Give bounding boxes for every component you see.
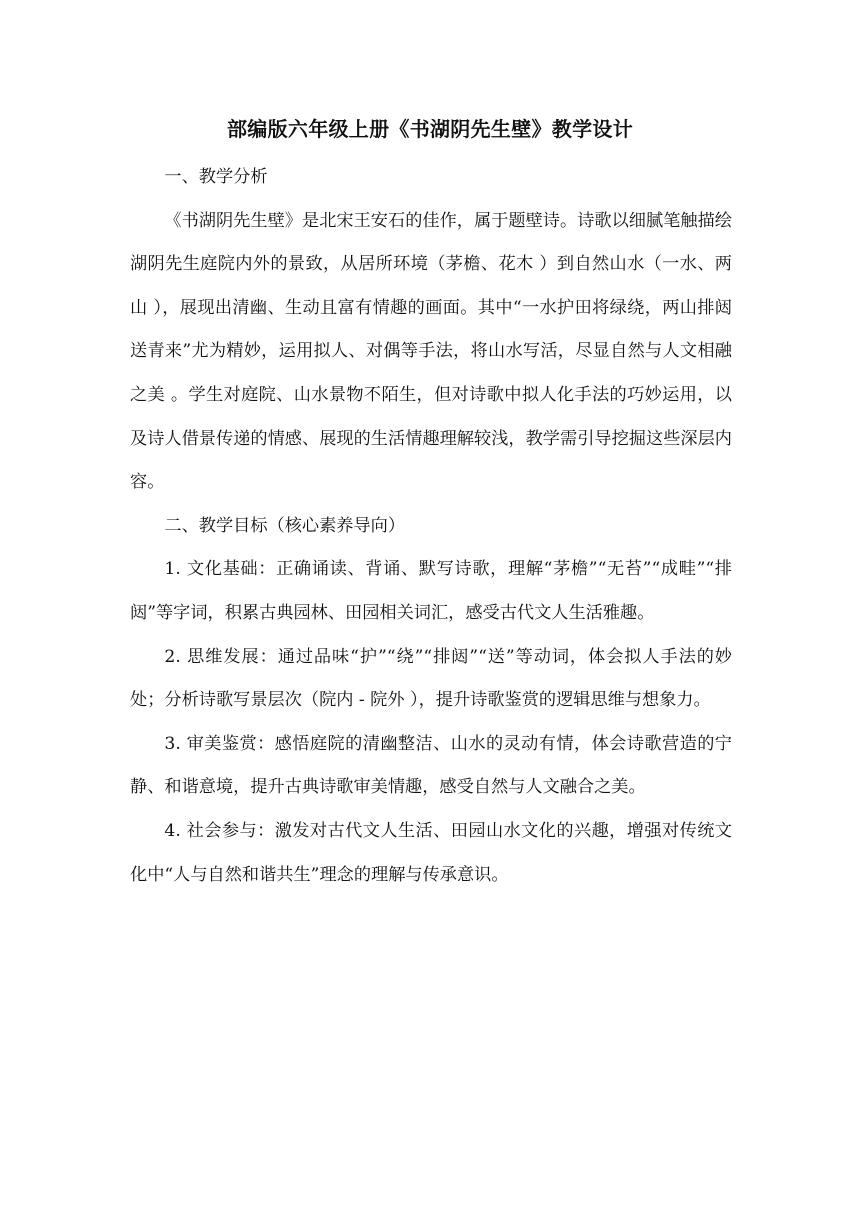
section-heading-analysis: 一、教学分析	[164, 167, 268, 187]
objective-item-4: 4. 社会参与：激发对古代文人生活、田园山水文化的兴趣，增强对传统文化中“人与自然和谐共生”理念的理解与传承意识。	[130, 820, 732, 885]
document-title: 部编版六年级上册《书湖阴先生壁》教学设计	[227, 117, 633, 141]
objective-item-3: 3. 审美鉴赏：感悟庭院的清幽整洁、山水的灵动有情，体会诗歌营造的宁静、和谐意境，提升古典诗歌审美情趣，感受自然与人文融合之美。	[130, 733, 732, 798]
analysis-paragraph: 《书湖阴先生壁》是北宋王安石的佳作，属于题壁诗。诗歌以细腻笔触描绘湖阴先生庭院内外的景致，从居所环境（茅檐、花木 ）到自然山水（一水、两山 ），展现出清幽、生动且富有情趣的画面。其中“一水护田将绿绕，两山排闼送青来”尤为精妙，运用拟人、对偶等手法，将山水写活，尽显自然与人文相融之美 。学生对庭院、山水景物不陌生，但对诗歌中拟人化手法的巧妙运用，以及诗人借景传递的情感、展现的生活情趣理解较浅，教学需引导挖掘这些深层内容。	[130, 210, 732, 493]
section-heading-objectives: 二、教学目标（核心素养导向）	[164, 515, 406, 536]
objective-item-1: 1. 文化基础：正确诵读、背诵、默写诗歌，理解“茅檐”“无苔”“成畦”“排闼”等字词，积累古典园林、田园相关词汇，感受古代文人生活雅趣。	[130, 559, 732, 623]
document-body	[130, 156, 732, 897]
objective-item-2: 2. 思维发展：通过品味“护”“绕”“排闼”“送”等动词，体会拟人手法的妙处；分析诗歌写景层次（院内 - 院外 ），提升诗歌鉴赏的逻辑思维与想象力。	[130, 646, 732, 711]
